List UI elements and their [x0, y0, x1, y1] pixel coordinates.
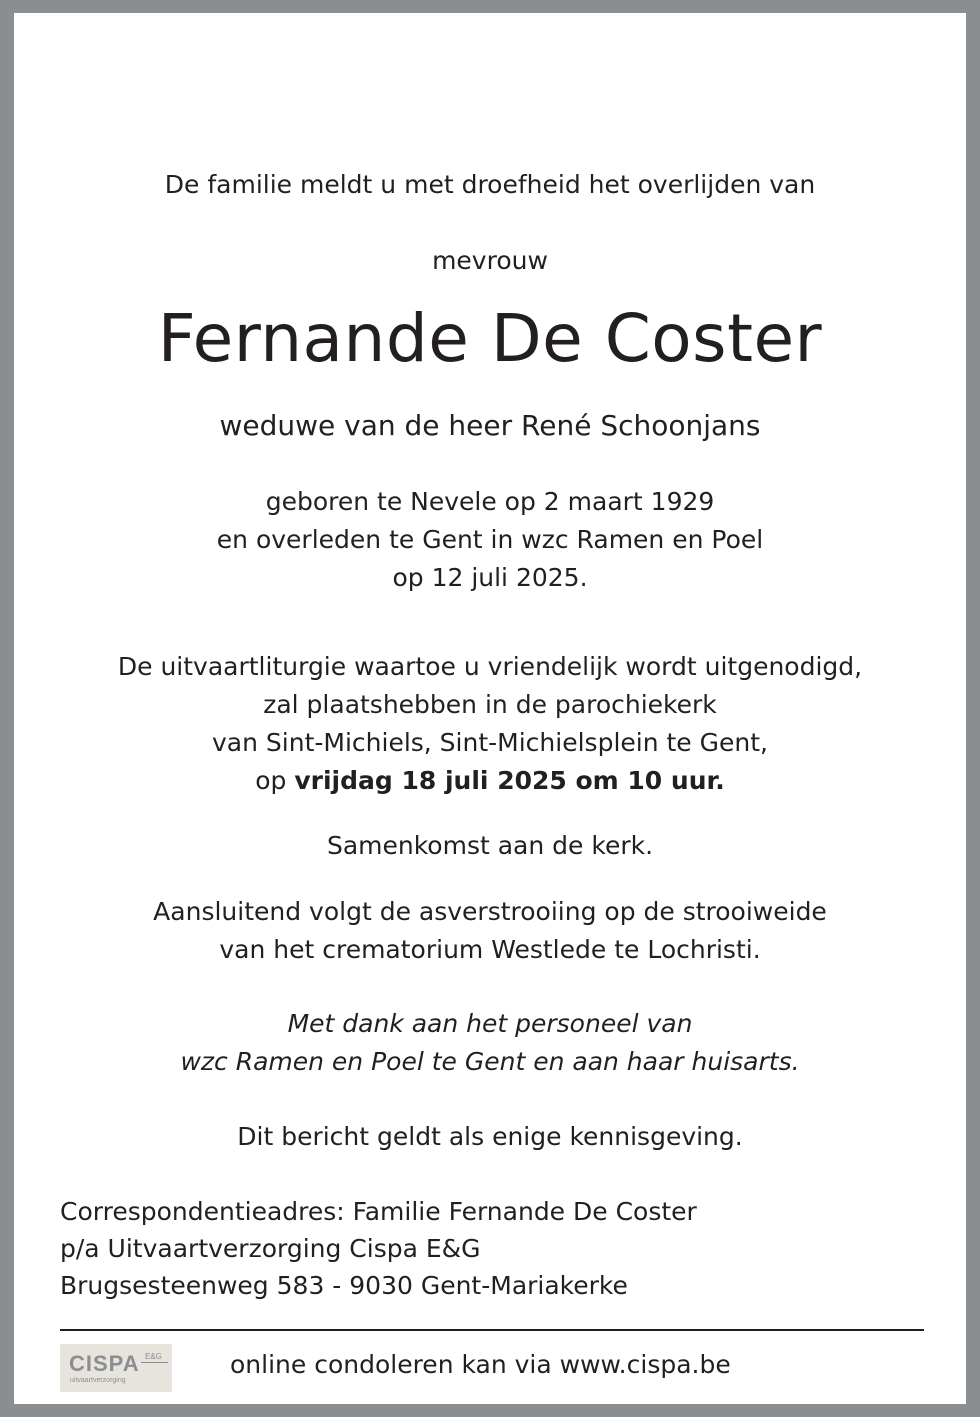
- intro-text: De familie meldt u met droefheid het overlijden van: [164, 170, 816, 199]
- funeral-date-line: [14, 762, 966, 800]
- deceased-name: Fernande De Coster: [157, 300, 823, 377]
- funeral-date: vrijdag 18 juli 2025 om 10 uur.: [294, 766, 725, 795]
- address-line: p/a Uitvaartverzorging Cispa E&G: [60, 1234, 481, 1263]
- birth-death-details: [14, 483, 966, 597]
- logo-wordmark: CISPA: [69, 1351, 140, 1376]
- correspondence-address: [60, 1193, 697, 1304]
- death-place-line: en overleden te Gent in wzc Ramen en Poel: [216, 525, 764, 554]
- honorific: mevrouw: [432, 246, 548, 275]
- birth-line: geboren te Nevele op 2 maart 1929: [265, 487, 715, 516]
- notice-statement: Dit bericht geldt als enige kennisgeving.: [237, 1122, 743, 1151]
- footer-divider: [60, 1329, 924, 1331]
- funeral-line: De uitvaartliturgie waartoe u vriendelijk wordt uitgenodigd,: [117, 652, 863, 681]
- logo-eg: E&G: [145, 1352, 162, 1361]
- online-condolence-link[interactable]: online condoleren kan via www.cispa.be: [230, 1350, 731, 1379]
- spouse-line: weduwe van de heer René Schoonjans: [219, 409, 761, 442]
- cispa-logo: [60, 1344, 172, 1392]
- thanks-line: Met dank aan het personeel van: [287, 1009, 693, 1038]
- address-line: Correspondentieadres: Familie Fernande De Coster: [60, 1197, 697, 1226]
- funeral-line: van Sint-Michiels, Sint-Michielsplein te Gent,: [212, 728, 768, 757]
- thanks-text: [14, 1005, 966, 1081]
- gathering-text: Samenkomst aan de kerk.: [326, 831, 654, 860]
- ash-line: Aansluitend volgt de asverstrooiing op de strooiweide: [153, 897, 827, 926]
- ash-line: van het crematorium Westlede te Lochristi.: [219, 935, 761, 964]
- death-date-line: op 12 juli 2025.: [392, 563, 588, 592]
- funeral-line: zal plaatshebben in de parochiekerk: [263, 690, 717, 719]
- logo-subtitle: uitvaartverzorging: [70, 1377, 126, 1384]
- death-notice: [14, 13, 966, 1404]
- thanks-line: wzc Ramen en Poel te Gent en aan haar huisarts.: [180, 1047, 800, 1076]
- address-line: Brugsesteenweg 583 - 9030 Gent-Mariakerke: [60, 1271, 628, 1300]
- funeral-date-prefix: op: [255, 766, 295, 795]
- ash-scattering-details: [14, 893, 966, 969]
- funeral-details: [14, 648, 966, 800]
- logo-bar: [141, 1362, 168, 1363]
